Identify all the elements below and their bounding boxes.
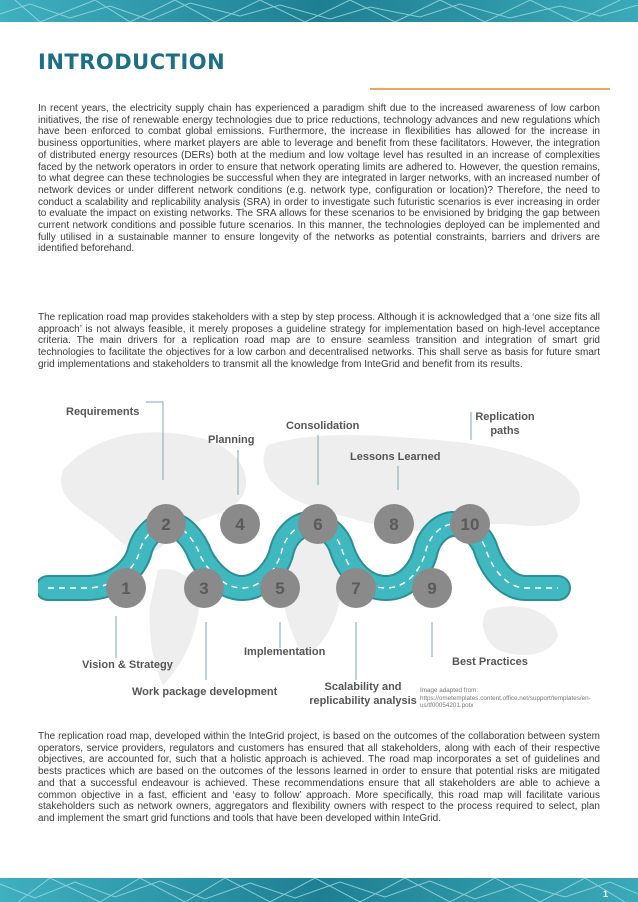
label-consolidation: Consolidation — [286, 420, 360, 432]
step-number-9: 9 — [427, 579, 437, 598]
intro-paragraph-3: The replication road map, developed within the InteGrid project, is based on the outcomes of the collaboration between system operators, service providers, regulators and customers has ensured that all stakeholders, along with each of their respective objectives, are accounted for, such that a holistic approach is achieved. The road map incorporates a set of guidelines and bests practices which are based on the outcomes of the lessons learned in order to ensure that potential risks are mitigated and that a successful endeavour is achieved. These recommendations ensure that all stakeholders are able to achieve a common objective in a fast, efficient and ‘easy to follow’ approach. More specifically, this road map will facilitate various stakeholders such as network owners, aggregators and flexibility owners with respect to the process required to select, plan and implement the smart grid functions and tools that have been developed within InteGrid. — [38, 731, 600, 824]
label-vision-strategy: Vision & Strategy — [82, 659, 173, 671]
title-accent-rule — [370, 88, 610, 90]
intro-paragraph-2: The replication road map provides stakeholders with a step by step process. Although it is acknowledged that a ‘one size fits all approach’ is not always feasible, it merely proposes a guideline strategy for implementation based on high-level acceptance criteria. The main drivers for a replication road map are to ensure seamless transition and integration of smart grid technologies to facilitate the objectives for a low carbon and decentralised networks. This shall serve as basis for future smart grid implementations and stakeholders to transmit all the knowledge from InteGrid and benefit from its results. — [38, 312, 600, 370]
page-number: 1 — [602, 889, 608, 899]
label-implementation: Implementation — [244, 646, 326, 658]
step-number-4: 4 — [235, 515, 245, 534]
footer-pattern-band — [0, 878, 638, 902]
replication-road-map-figure — [38, 400, 600, 715]
image-credit: Image adapted from: https://ometemplates.content.office.net/support/templates/en-us/tf00054201.potx — [420, 687, 591, 709]
label-replication-paths: Replication paths — [475, 411, 535, 437]
step-number-10: 10 — [460, 515, 480, 534]
step-number-7: 7 — [351, 579, 361, 598]
header-pattern-band — [0, 0, 638, 22]
label-best-practices: Best Practices — [452, 656, 528, 668]
intro-paragraph-1: In recent years, the electricity supply chain has experienced a paradigm shift due to the increased awareness of low carbon initiatives, the rise of renewable energy technologies due to price reductions, technology advances and new regulations which have been enforced to combat global emissions. Furthermore, the increase in flexibilities has allowed for the increase in business opportunities, where market players are able to leverage and benefit from these facilitators. However, the integration of distributed energy resources (DERs) both at the medium and low voltage level has resulted in an increase of complexities faced by the network operators in order to ensure that network operating limits are adhered to. However, the question remains, to what degree can these technologies be successful when they are integrated in larger networks, with an increased number of network devices or under different network conditions (e.g. network type, configuration or location)? Therefore, the need to conduct a scalability and replicability analysis (SRA) in order to investigate such futuristic scenarios is ever increasing in order to evaluate the impact on existing networks. The SRA allows for these scenarios to be envisioned by bridging the gap between current network conditions and possible future scenarios. In this manner, the technologies deployed can be implemented and fully utilised in a sustainable manner to ensure longevity of the networks as potential constraints, barriers and drivers are identified beforehand. — [38, 103, 600, 255]
step-number-3: 3 — [199, 579, 209, 598]
label-planning: Planning — [208, 434, 255, 446]
page-title: INTRODUCTION — [38, 50, 226, 74]
label-requirements: Requirements — [66, 406, 140, 418]
step-number-2: 2 — [161, 515, 171, 534]
label-work-package-development: Work package development — [132, 686, 278, 698]
step-number-1: 1 — [121, 579, 131, 598]
step-number-6: 6 — [313, 515, 323, 534]
step-number-8: 8 — [389, 515, 399, 534]
step-number-5: 5 — [275, 579, 285, 598]
label-lessons-learned: Lessons Learned — [350, 451, 441, 463]
label-scalability-replicability: Scalability and replicability analysis — [309, 681, 417, 707]
